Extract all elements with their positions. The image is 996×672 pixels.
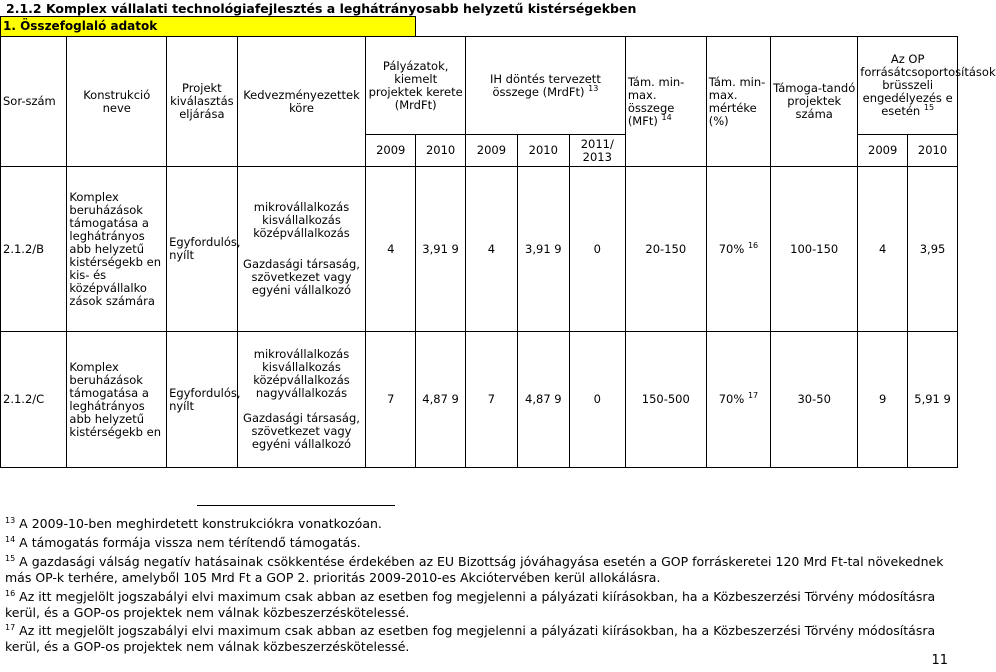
row-procedure: Egyfordulós, nyílt xyxy=(167,167,238,332)
header-tamogatando: Támoga-tandó projektek száma xyxy=(771,37,858,167)
row-beneficiaries xyxy=(237,332,366,468)
row-id: 2.1.2/B xyxy=(1,167,67,332)
footnote xyxy=(5,586,955,621)
cell-ih2011: 0 xyxy=(569,167,625,332)
cell-ih2011: 0 xyxy=(569,332,625,468)
footnote xyxy=(5,620,955,655)
beneficiary: középvállalkozás xyxy=(253,373,350,387)
footnote-text: Az itt megjelölt jogszabályi elvi maximum csak abban az esetben fog megjelenni a pályázati kiírásokban, ha a Közbeszerzési Törvény módosításra kerül, és a GOP-os projektek nem válnak közbeszerzéskötelessé. xyxy=(5,623,936,655)
cell-op2010: 5,91 9 xyxy=(908,332,958,468)
footnote-number: 13 xyxy=(5,516,16,525)
row-procedure: Egyfordulós, nyílt xyxy=(167,332,238,468)
year-header: 2010 xyxy=(416,135,466,167)
header-tam-osszege xyxy=(625,37,706,167)
cell-count: 30-50 xyxy=(771,332,858,468)
header-ih xyxy=(465,37,625,135)
footnote-number: 14 xyxy=(5,534,16,544)
year-header: 2009 xyxy=(465,135,517,167)
year-header: 2009 xyxy=(858,135,908,167)
header-tam-merteke: Tám. min-max. mértéke (%) xyxy=(706,37,770,167)
header-sorszam: Sor-szám xyxy=(1,37,67,167)
footnote-number: 15 xyxy=(5,553,16,563)
rate-value: 70% xyxy=(718,392,745,406)
cell-ih2010: 3,91 9 xyxy=(517,167,569,332)
year-header: 2011/ 2013 xyxy=(569,135,625,167)
footnote-number: 17 xyxy=(5,623,16,633)
header-kedvezmenyezettek: Kedvezményezettek köre xyxy=(237,37,366,167)
header-tam-osszege-text: Tám. min-max. összege (MFt) xyxy=(627,74,685,128)
row-id: 2.1.2/C xyxy=(1,332,67,468)
footnote-ref: 16 xyxy=(747,240,759,250)
row-beneficiaries xyxy=(237,167,366,332)
header-konstrukcio: Konstrukció neve xyxy=(67,37,167,167)
header-az-op xyxy=(858,37,996,135)
cell-amount: 20-150 xyxy=(625,167,706,332)
footnote-number: 16 xyxy=(5,588,16,598)
year-header: 2010 xyxy=(908,135,958,167)
year-header: 2009 xyxy=(366,135,416,167)
footnotes xyxy=(5,505,955,655)
beneficiary: kisvállalkozás xyxy=(262,360,341,374)
cell-ih2010: 4,87 9 xyxy=(517,332,569,468)
beneficiary: mikrovállalkozás xyxy=(253,347,350,361)
cell-p2009: 4 xyxy=(366,167,416,332)
rate-value: 70% xyxy=(718,241,745,256)
footnote-ref: 15 xyxy=(923,103,935,113)
table-row xyxy=(1,332,958,468)
header-projekt: Projekt kiválasztás eljárása xyxy=(167,37,238,167)
section-title: 2.1.2 Komplex vállalati technológiafejlesztés a leghátrányosabb helyzetű kistérségekben xyxy=(6,1,637,16)
footnote xyxy=(5,551,955,586)
footnote-ref: 17 xyxy=(747,391,759,401)
cell-ih2009: 7 xyxy=(465,332,517,468)
header-palyazatok: Pályázatok, kiemelt projektek kerete (MrdFt) xyxy=(366,37,466,135)
cell-p2010: 3,91 9 xyxy=(416,167,466,332)
row-name: Komplex beruházások támogatása a leghátrányos abb helyzetű kistérségekb en kis- és középvállalko zások számára xyxy=(67,167,167,332)
footnote-text: A támogatás formája vissza nem térítendő támogatás. xyxy=(19,535,361,551)
cell-amount: 150-500 xyxy=(625,332,706,468)
beneficiary-detail: Gazdasági társaság, szövetkezet vagy egyéni vállalkozó xyxy=(243,411,360,451)
cell-p2009: 7 xyxy=(366,332,416,468)
footnote-divider xyxy=(197,505,395,506)
footnote-text: A gazdasági válság negatív hatásainak csökkentése érdekében az EU Bizottság jóváhagyása esetén a GOP forráskeretei 120 Mrd Ft-tal növekednek más OP-k terhére, amelyből 105 Mrd Ft a GOP 2. prioritás 2009-2010-es Akciótervében kerül allokálásra. xyxy=(5,554,944,585)
beneficiary-detail: Gazdasági társaság, szövetkezet vagy egyéni vállalkozó xyxy=(243,257,360,297)
beneficiary: nagyvállalkozás xyxy=(255,386,348,400)
beneficiary: mikrovállalkozás xyxy=(253,200,350,214)
page-number: 11 xyxy=(931,653,948,668)
header-ih-text: IH döntés tervezett összege (MrdFt) xyxy=(489,71,601,99)
cell-ih2009: 4 xyxy=(465,167,517,332)
summary-table xyxy=(0,16,996,468)
cell-count: 100-150 xyxy=(771,167,858,332)
cell-rate xyxy=(706,332,770,468)
footnote-ref: 13 xyxy=(588,83,599,93)
beneficiary: középvállalkozás xyxy=(253,226,350,240)
table-title: 1. Összefoglaló adatok xyxy=(1,17,416,37)
blank-cell xyxy=(416,17,958,37)
footnote-text: A 2009-10-ben meghirdetett konstrukciókra vonatkozóan. xyxy=(19,516,382,532)
footnote-text: Az itt megjelölt jogszabályi elvi maximum csak abban az esetben fog megjelenni a pályázati kiírásokban, ha a Közbeszerzési Törvény módosításra kerül, és a GOP-os projektek nem válnak közbeszerzéskötelessé. xyxy=(5,588,936,620)
cell-p2010: 4,87 9 xyxy=(416,332,466,468)
year-header: 2010 xyxy=(517,135,569,167)
table-row xyxy=(1,167,958,332)
header-az-op-text: Az OP forrásátcsoportosítások brüsszeli engedélyezés e esetén xyxy=(860,52,996,118)
cell-rate xyxy=(706,167,770,332)
cell-op2010: 3,95 xyxy=(908,167,958,332)
row-name: Komplex beruházások támogatása a leghátrányos abb helyzetű kistérségekb en xyxy=(67,332,167,468)
footnote xyxy=(5,513,955,532)
cell-op2009: 9 xyxy=(858,332,908,468)
beneficiary: kisvállalkozás xyxy=(262,213,341,227)
footnote-ref: 14 xyxy=(661,112,672,122)
cell-op2009: 4 xyxy=(858,167,908,332)
footnote xyxy=(5,532,955,551)
